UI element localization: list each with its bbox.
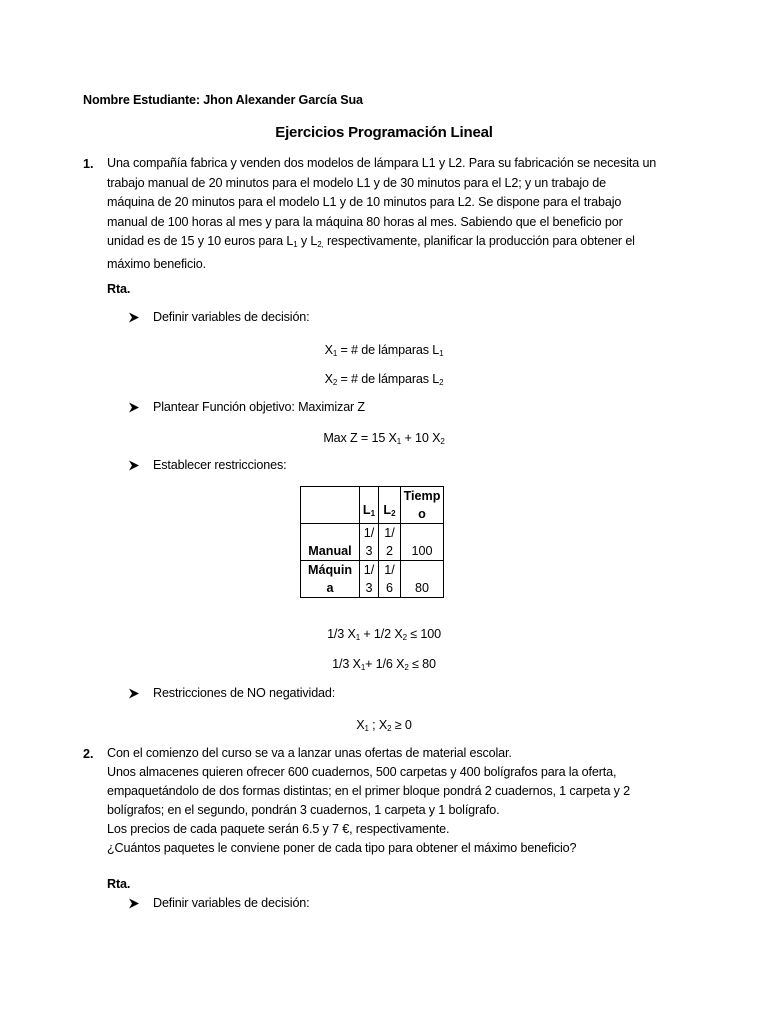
- table-row: [301, 487, 444, 524]
- exercise-2-line: Unos almacenes quieren ofrecer 600 cuadernos, 500 carpetas y 400 bolígrafos para la oferta,: [107, 765, 617, 779]
- exercise-2-number: 2.: [83, 747, 94, 761]
- exercise-1-line: máquina de 20 minutos para el modelo L1 y de 10 minutos para L2. Se dispone para el trabajo: [107, 195, 622, 209]
- table-header-l2: $L_2$: [379, 487, 401, 524]
- student-name: Nombre Estudiante: Jhon Alexander García Sua: [83, 93, 363, 107]
- exercise-1-statement: [107, 154, 667, 274]
- table-cell: 1/ 3: [360, 561, 379, 598]
- arrow-bullet-icon: [128, 402, 140, 416]
- step-non-negativity: Restricciones de NO negatividad:: [153, 686, 336, 700]
- exercise-2-statement: [107, 744, 707, 858]
- variable-x2: $X_2$ = # de lámparas $L_2$: [324, 372, 444, 387]
- arrow-bullet-icon: [128, 898, 140, 912]
- step-define-variables-2: Definir variables de decisión:: [153, 896, 310, 910]
- step-constraints: Establecer restricciones:: [153, 458, 287, 472]
- exercise-2-line: ¿Cuántos paquetes le conviene poner de cada tipo para obtener el máximo beneficio?: [107, 841, 577, 855]
- arrow-bullet-icon: [128, 312, 140, 326]
- table-cell: 1/ 6: [379, 561, 401, 598]
- table-cell: 1/ 3: [360, 524, 379, 561]
- exercise-2-line: Los precios de cada paquete serán 6.5 y 7 €, respectivamente.: [107, 822, 450, 836]
- constraints-table: [300, 486, 444, 598]
- page-title: Ejercicios Programación Lineal: [275, 124, 493, 141]
- table-row: [301, 524, 444, 561]
- constraint-machine: 1/3 $X_1+ 1/6$ $X_2 \le 80$: [332, 657, 436, 672]
- exercise-2-line: empaquetándolo de dos formas distintas; en el primer bloque pondrá 2 cuadernos, 1 carpeta y 2: [107, 784, 631, 798]
- exercise-1-line: Una compañía fabrica y venden dos modelos de lámpara L1 y L2. Para su fabricación se necesita un: [107, 156, 657, 170]
- table-cell: 100: [401, 524, 444, 561]
- answer-label: Rta.: [107, 282, 131, 296]
- arrow-bullet-icon: [128, 460, 140, 474]
- exercise-1-line: unidad es de 15 y 10 euros para $L_1$ y $L_{2,}$ respectivamente, planificar la producción para obtener el: [107, 234, 635, 249]
- step-objective-function: Plantear Función objetivo: Maximizar Z: [153, 400, 365, 414]
- objective-function: Max Z = 15 $X_1 + 10$ $X_2$: [323, 431, 445, 446]
- table-header-l1: $L_1$: [360, 487, 379, 524]
- exercise-1-number: 1.: [83, 157, 94, 171]
- variable-x1: $X_1$ = # de lámparas $L_1$: [324, 343, 444, 358]
- table-cell: [301, 487, 360, 524]
- table-row-label-machine: Máquin a: [301, 561, 360, 598]
- exercise-1-line: máximo beneficio.: [107, 256, 206, 271]
- step-define-variables: Definir variables de decisión:: [153, 310, 310, 324]
- answer-label: Rta.: [107, 877, 131, 891]
- table-row: [301, 561, 444, 598]
- exercise-2-line: bolígrafos; en el segundo, pondrán 3 cuadernos, 1 carpeta y 1 bolígrafo.: [107, 803, 500, 817]
- arrow-bullet-icon: [128, 688, 140, 702]
- table-cell: 80: [401, 561, 444, 598]
- table-row-label-manual: Manual: [301, 524, 360, 561]
- constraint-manual: 1/3 $X_1 + 1/2$ $X_2 \le 100$: [327, 627, 441, 642]
- exercise-2-line: Con el comienzo del curso se va a lanzar unas ofertas de material escolar.: [107, 746, 512, 760]
- table-cell: 1/ 2: [379, 524, 401, 561]
- exercise-1-line: manual de 100 horas al mes y para la máquina 80 horas al mes. Sabiendo que el beneficio por: [107, 214, 623, 229]
- non-negativity-constraint: $X_1$ ; $X_2 \ge 0$: [356, 718, 412, 733]
- exercise-1-line: trabajo manual de 20 minutos para el modelo L1 y de 30 minutos para el L2; y un trabajo de: [107, 175, 606, 190]
- table-header-time: Tiemp o: [401, 487, 444, 524]
